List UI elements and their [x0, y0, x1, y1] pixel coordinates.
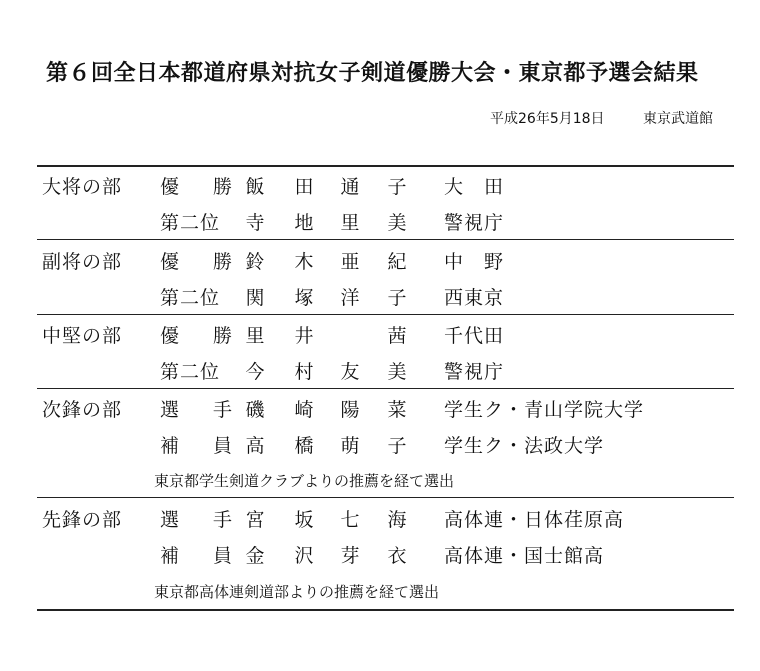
- name-char: 萌: [340, 435, 360, 457]
- name-char: 里: [340, 212, 360, 234]
- affiliation: 大 田: [444, 176, 505, 198]
- name-char: 芽: [340, 545, 360, 567]
- name-char: 田: [294, 176, 314, 198]
- rank-label: 第二位: [160, 361, 221, 383]
- name-char: 飯: [245, 176, 265, 198]
- rank-char: 補: [160, 435, 180, 457]
- name-char: 子: [387, 435, 407, 457]
- affiliation: 中 野: [444, 251, 505, 273]
- name-char: 洋: [340, 287, 360, 309]
- name-char: 橋: [294, 435, 314, 457]
- name-char: 村: [294, 361, 314, 383]
- name-char: 美: [387, 212, 407, 234]
- division-name: 副将の部: [42, 251, 123, 273]
- name-char: 子: [387, 176, 407, 198]
- name-char: 里: [245, 325, 265, 347]
- division-divider: [37, 388, 734, 389]
- rank-label: [160, 511, 232, 530]
- table-top-rule: [37, 165, 734, 167]
- rank-label: 第二位: [160, 287, 221, 309]
- name-char: 金: [245, 545, 265, 567]
- rank-char: 手: [212, 399, 232, 421]
- rank-label: 第二位: [160, 212, 221, 234]
- selection-note: 東京都学生剣道クラブよりの推薦を経て選出: [154, 472, 455, 490]
- division-divider: [37, 497, 734, 498]
- event-date: 平成26年5月18日: [490, 111, 605, 127]
- name-char: 坂: [294, 509, 314, 531]
- document-title: 第６回全日本都道府県対抗女子剣道優勝大会・東京都予選会結果: [46, 61, 699, 86]
- rank-label: [160, 327, 232, 346]
- name-char: 高: [245, 435, 265, 457]
- name-char: 木: [294, 251, 314, 273]
- division-name: 先鋒の部: [42, 509, 123, 531]
- name-char: 海: [387, 509, 407, 531]
- rank-label: [160, 253, 232, 272]
- rank-char: 優: [160, 325, 180, 347]
- affiliation: 高体連・日体荏原高: [444, 509, 625, 531]
- rank-char: 選: [160, 509, 180, 531]
- name-char: 関: [245, 287, 265, 309]
- affiliation: 千代田: [444, 325, 505, 347]
- name-char: 鈴: [245, 251, 265, 273]
- rank-char: 手: [212, 509, 232, 531]
- affiliation: 警視庁: [444, 361, 505, 383]
- rank-char: 勝: [212, 176, 232, 198]
- rank-char: 優: [160, 251, 180, 273]
- name-char: 菜: [387, 399, 407, 421]
- division-divider: [37, 314, 734, 315]
- table-bottom-rule: [37, 609, 734, 611]
- rank-char: 勝: [212, 325, 232, 347]
- name-char: 地: [294, 212, 314, 234]
- rank-label: [160, 401, 232, 420]
- event-venue: 東京武道館: [643, 111, 713, 127]
- name-char: 友: [340, 361, 360, 383]
- division-name: 次鋒の部: [42, 399, 123, 421]
- name-char: 宮: [245, 509, 265, 531]
- name-char: 子: [387, 287, 407, 309]
- affiliation: 西東京: [444, 287, 505, 309]
- name-char: 沢: [294, 545, 314, 567]
- division-divider: [37, 239, 734, 240]
- name-char: 崎: [294, 399, 314, 421]
- name-char: 寺: [245, 212, 265, 234]
- name-char: 美: [387, 361, 407, 383]
- division-name: 中堅の部: [42, 325, 123, 347]
- affiliation: 高体連・国士館高: [444, 545, 605, 567]
- name-char: 今: [245, 361, 265, 383]
- rank-char: 選: [160, 399, 180, 421]
- rank-label: [160, 547, 232, 566]
- selection-note: 東京都高体連剣道部よりの推薦を経て選出: [154, 583, 440, 601]
- rank-label: [160, 437, 232, 456]
- name-char: 紀: [387, 251, 407, 273]
- affiliation: 学生ク・青山学院大学: [444, 399, 645, 421]
- affiliation: 学生ク・法政大学: [444, 435, 605, 457]
- name-char: 井: [294, 325, 314, 347]
- name-char: 陽: [340, 399, 360, 421]
- name-char: 塚: [294, 287, 314, 309]
- name-char: 七: [340, 509, 360, 531]
- name-char: 通: [340, 176, 360, 198]
- rank-label: [160, 178, 232, 197]
- rank-char: 勝: [212, 251, 232, 273]
- rank-char: 優: [160, 176, 180, 198]
- rank-char: 員: [212, 545, 232, 567]
- affiliation: 警視庁: [444, 212, 505, 234]
- division-name: 大将の部: [42, 176, 123, 198]
- name-char: 亜: [340, 251, 360, 273]
- rank-char: 補: [160, 545, 180, 567]
- rank-char: 員: [212, 435, 232, 457]
- name-char: 磯: [245, 399, 265, 421]
- name-char: 茜: [387, 325, 407, 347]
- name-char: 衣: [387, 545, 407, 567]
